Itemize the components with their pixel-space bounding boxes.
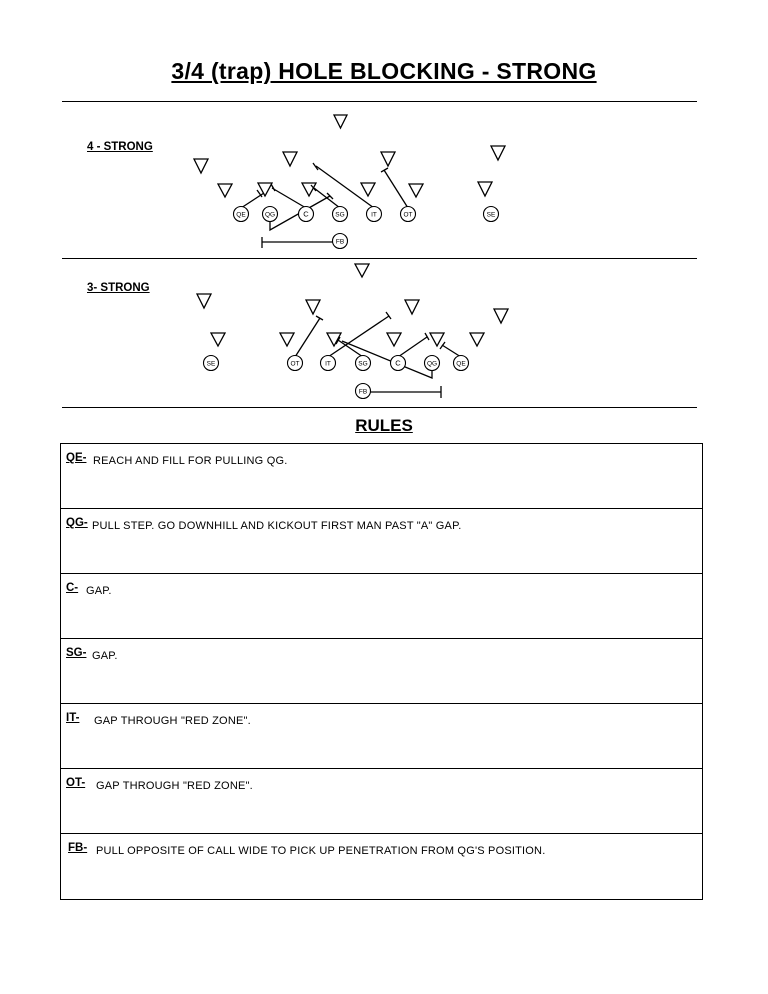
defender-icon [470, 333, 484, 346]
defender-icon [361, 183, 375, 196]
block-route-sg [314, 188, 340, 208]
player-code-label: C [395, 358, 401, 368]
divider-bottom [62, 407, 697, 408]
player-sg-icon [356, 356, 371, 371]
block-route-qe [442, 345, 461, 357]
rule-row-qe [61, 444, 702, 509]
rule-code: QG- [66, 517, 88, 529]
defender-icon [355, 264, 369, 277]
defender-icon [283, 152, 297, 166]
rule-row-it [61, 704, 702, 769]
player-qg-icon [425, 356, 440, 371]
defender-icon [194, 159, 208, 173]
player-code-label: FB [335, 238, 345, 246]
defender-icon [494, 309, 508, 323]
formation-label-3-strong: 3- STRONG [87, 282, 150, 294]
formation-diagram-4-strong [0, 105, 768, 255]
player-code-label: SE [486, 211, 496, 219]
defender-icon [409, 184, 423, 197]
rule-text: REACH AND FILL FOR PULLING QG. [93, 455, 288, 467]
formation-diagram-3-strong [0, 260, 768, 405]
defender-icon [405, 300, 419, 314]
player-code-label: FB [358, 388, 368, 396]
defender-icon [302, 183, 316, 196]
rule-text: GAP THROUGH "RED ZONE". [94, 715, 251, 727]
rule-row-qg [61, 509, 702, 574]
player-qe-icon [234, 207, 249, 222]
block-route-ot [295, 318, 320, 357]
rule-code: SG- [66, 647, 87, 659]
rules-heading: RULES [355, 416, 413, 435]
divider-middle [62, 258, 697, 259]
defender-icon [491, 146, 505, 160]
defender-icon [197, 294, 211, 308]
player-code-label: QG [264, 211, 276, 219]
rule-text: PULL OPPOSITE OF CALL WIDE TO PICK UP PENETRATION FROM QG'S POSITION. [96, 845, 546, 857]
rule-row-c [61, 574, 702, 639]
defender-icon [306, 300, 320, 314]
player-code-label: SG [358, 360, 368, 368]
player-code-label: QG [426, 360, 438, 368]
page-title: 3/4 (trap) HOLE BLOCKING - STRONG [171, 58, 597, 84]
player-sg-icon [333, 207, 348, 222]
rule-code: FB- [68, 842, 88, 854]
player-qg-icon [263, 207, 278, 222]
rules-table [60, 443, 703, 900]
player-code-label: OT [290, 360, 300, 368]
player-qe-icon [454, 356, 469, 371]
player-it-icon [321, 356, 336, 371]
player-c-icon [391, 356, 406, 371]
player-it-icon [367, 207, 382, 222]
defender-icon [430, 333, 444, 346]
player-code-label: SE [206, 360, 216, 368]
player-ot-icon [401, 207, 416, 222]
block-route-it [328, 316, 389, 357]
player-code-label: OT [403, 211, 413, 219]
divider-top [62, 101, 697, 102]
defender-icon [478, 182, 492, 196]
player-fb-icon [356, 384, 371, 399]
rule-text: PULL STEP. GO DOWNHILL AND KICKOUT FIRST MAN PAST "A" GAP. [92, 520, 462, 532]
defender-icon [334, 115, 347, 128]
block-route-c [272, 188, 306, 208]
defender-icon [381, 152, 395, 166]
player-code-label: QE [456, 360, 466, 368]
block-route-qg [342, 341, 432, 378]
player-fb-icon [333, 234, 348, 249]
rule-code: QE- [66, 452, 87, 464]
player-code-label: C [303, 209, 309, 219]
defender-icon [387, 333, 401, 346]
player-ot-icon [288, 356, 303, 371]
rule-text: GAP THROUGH "RED ZONE". [96, 780, 253, 792]
block-route-ot [384, 170, 408, 208]
defender-icon [211, 333, 225, 346]
rule-row-fb [61, 834, 702, 899]
player-code-label: IT [325, 360, 331, 368]
player-code-label: SG [335, 211, 345, 219]
player-code-label: IT [371, 211, 377, 219]
rule-code: OT- [66, 777, 86, 789]
defender-icon [280, 333, 294, 346]
rule-code: C- [66, 582, 79, 594]
formation-label-4-strong: 4 - STRONG [87, 141, 153, 153]
rule-row-ot [61, 769, 702, 834]
player-c-icon [299, 207, 314, 222]
player-se-icon [484, 207, 499, 222]
player-code-label: QE [236, 211, 246, 219]
rule-text: GAP. [92, 650, 118, 662]
block-route-c [398, 337, 427, 357]
player-se-icon [204, 356, 219, 371]
rule-row-sg [61, 639, 702, 704]
block-route-it [316, 166, 374, 208]
rule-text: GAP. [86, 585, 112, 597]
rule-code: IT- [66, 712, 80, 724]
defender-icon [218, 184, 232, 197]
